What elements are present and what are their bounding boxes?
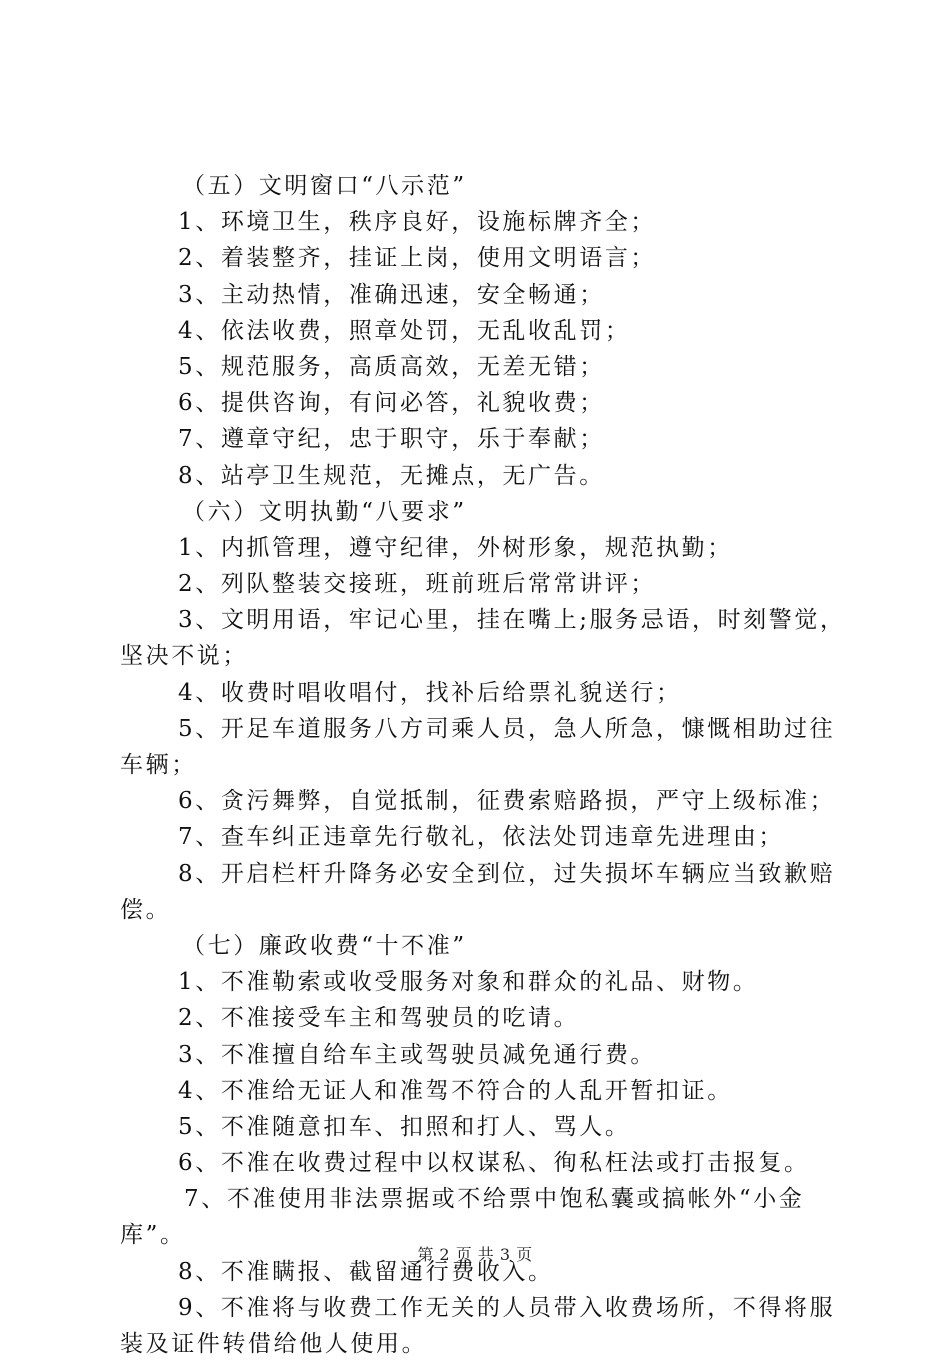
- list-item: 2、不准接受车主和驾驶员的吃请。: [178, 1005, 580, 1032]
- text-line-continuation: 装及证件转借给他人使用。: [120, 1331, 428, 1357]
- list-item: 1、内抓管理，遵守纪律，外树形象，规范执勤；: [178, 534, 733, 561]
- list-item: 6、提供咨询，有问必答，礼貌收费；: [178, 390, 605, 417]
- list-item: 7、查车纠正违章先行敬礼，依法处罚违章先进理由；: [178, 824, 785, 851]
- document-body: [120, 168, 846, 1362]
- section-heading: （六）文明执勤“八要求”: [182, 498, 467, 525]
- text-line-continuation: 车辆；: [120, 752, 197, 778]
- list-item: 2、列队整装交接班，班前班后常常讲评；: [178, 571, 657, 598]
- list-item: 3、主动热情，准确迅速，安全畅通；: [178, 281, 605, 308]
- section-heading: （五）文明窗口“八示范”: [182, 173, 467, 199]
- list-item: 7、不准使用非法票据或不给票中饱私囊或搞帐外“小金: [184, 1186, 805, 1213]
- list-item: 4、依法收费，照章处罚，无乱收乱罚；: [178, 317, 631, 344]
- list-item: 8、站亭卫生规范，无摊点，无广告。: [178, 462, 605, 489]
- list-item: 4、收费时唱收唱付，找补后给票礼貌送行；: [178, 679, 682, 706]
- list-item: 8、不准瞒报、截留通行费收入。: [178, 1258, 554, 1285]
- list-item: 2、着装整齐，挂证上岗，使用文明语言；: [178, 245, 657, 272]
- list-item: 7、遵章守纪，忠于职守，乐于奉献；: [178, 426, 605, 453]
- list-item: 8、开启栏杆升降务必安全到位，过失损坏车辆应当致歉赔: [178, 860, 836, 887]
- text-line-continuation: 库”。: [120, 1222, 186, 1249]
- list-item: 9、不准将与收费工作无关的人员带入收费场所，不得将服: [178, 1294, 836, 1321]
- list-item: 6、贪污舞弊，自觉抵制，征费索赔路损，严守上级标准；: [178, 788, 836, 815]
- list-item: 5、不准随意扣车、扣照和打人、骂人。: [178, 1113, 631, 1140]
- list-item: 3、不准擅自给车主或驾驶员减免通行费。: [178, 1041, 657, 1068]
- list-item: 1、不准勒索或收受服务对象和群众的礼品、财物。: [178, 969, 759, 996]
- text-line-continuation: 偿。: [120, 896, 172, 923]
- list-item: 4、不准给无证人和准驾不符合的人乱开暂扣证。: [178, 1077, 733, 1104]
- list-item: 6、不准在收费过程中以权谋私、徇私枉法或打击报复。: [178, 1150, 810, 1177]
- list-item: 3、文明用语，牢记心里，挂在嘴上;服务忌语，时刻警觉，: [178, 607, 846, 634]
- list-item: 5、规范服务，高质高效，无差无错；: [178, 353, 605, 380]
- list-item: 5、开足车道服务八方司乘人员，急人所急，慷慨相助过往: [178, 715, 836, 742]
- list-item: 1、环境卫生，秩序良好，设施标牌齐全；: [178, 209, 657, 236]
- page-footer: 第 2 页 共 3 页: [417, 1245, 533, 1264]
- text-line-continuation: 坚决不说；: [120, 643, 248, 670]
- section-heading: （七）廉政收费“十不准”: [182, 932, 467, 959]
